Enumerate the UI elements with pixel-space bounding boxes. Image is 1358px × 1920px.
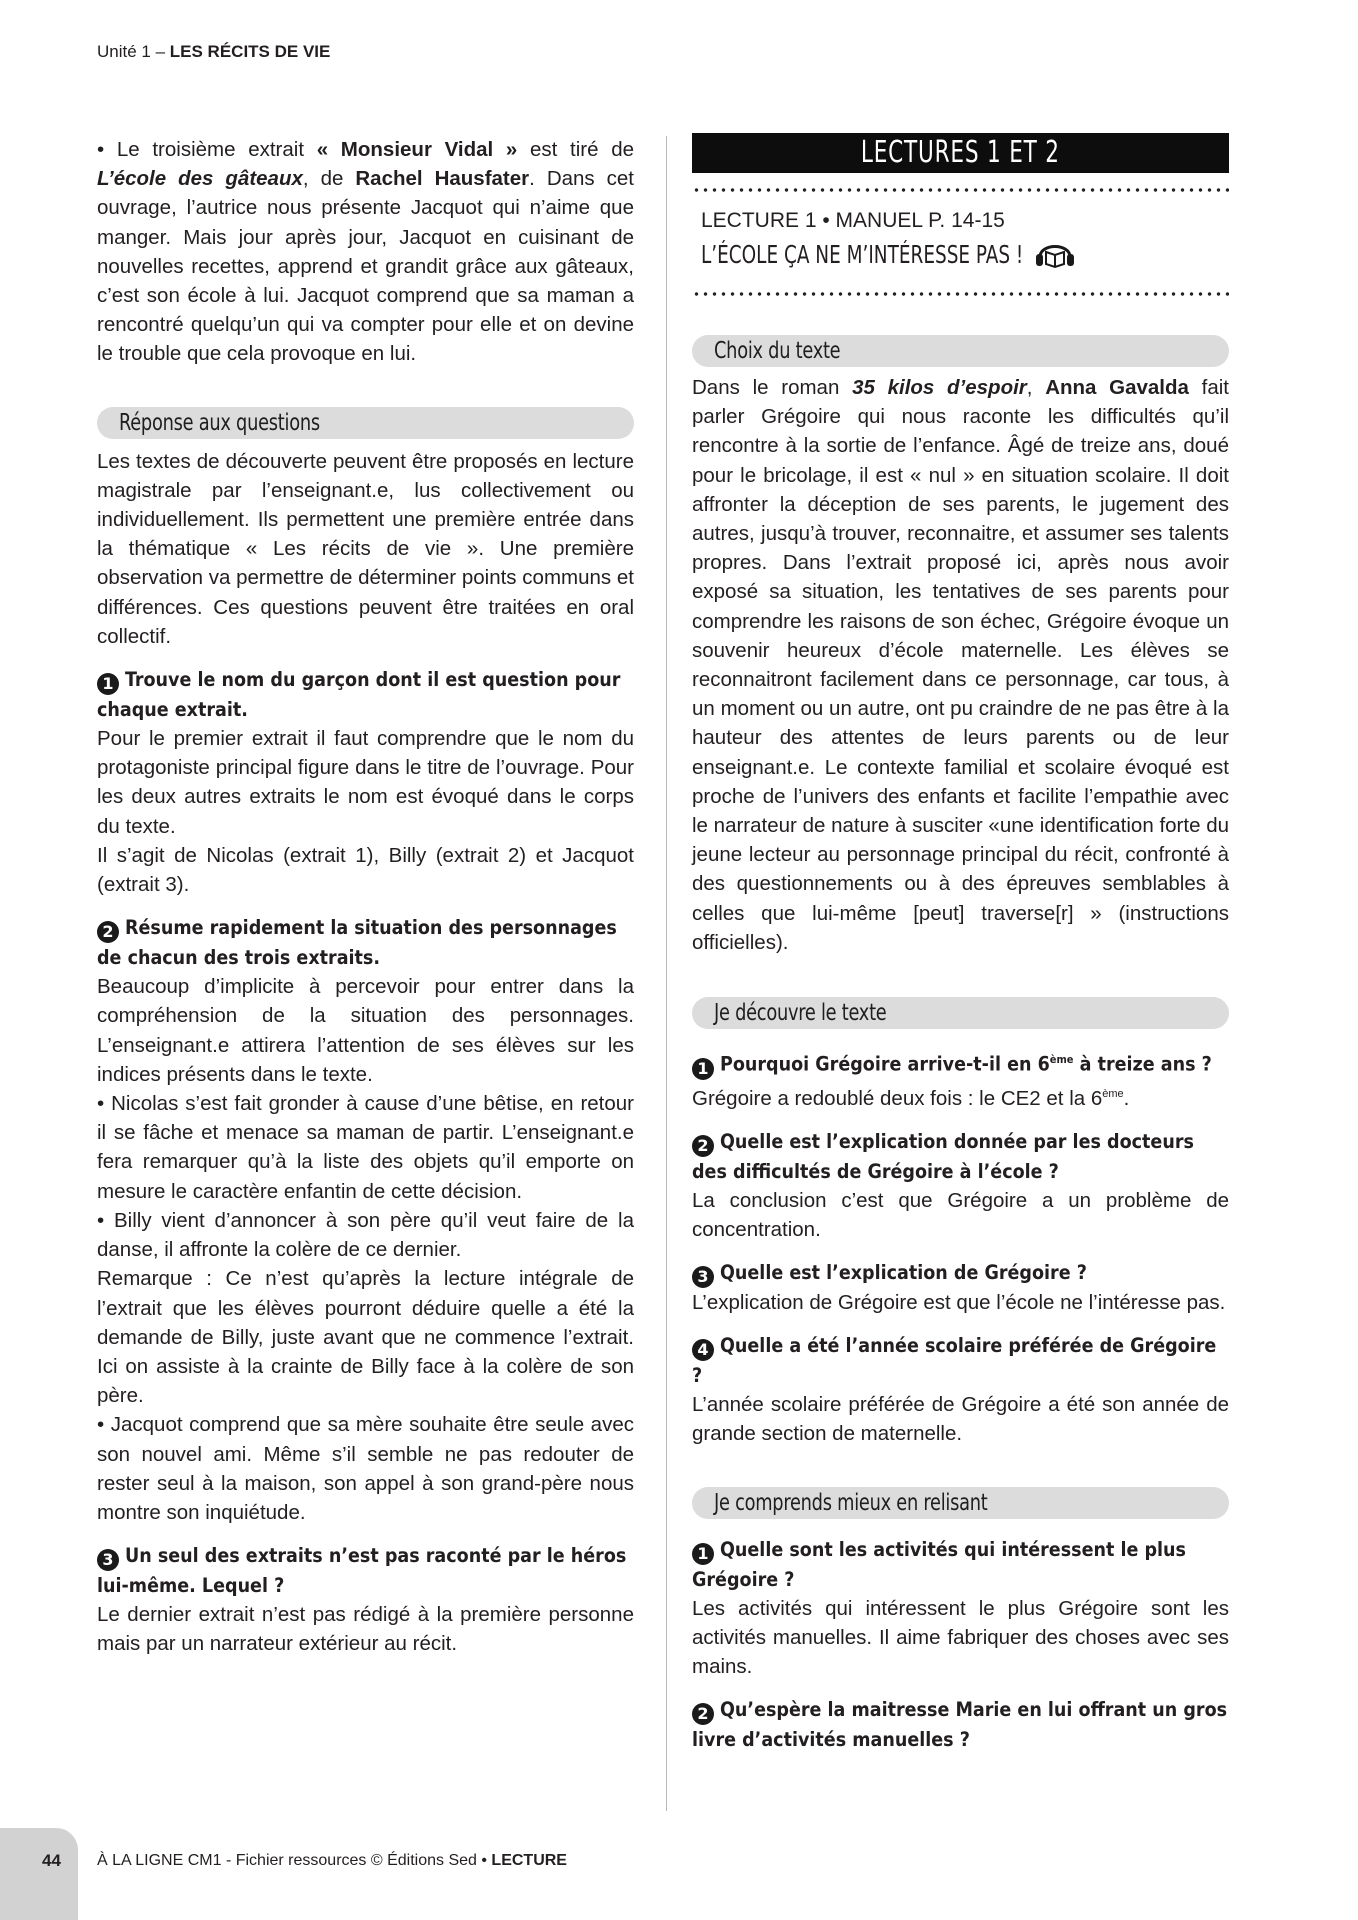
answer: Il s’agit de Nicolas (extrait 1), Billy (extrait 2) et Jacquot (extrait 3). bbox=[97, 843, 634, 897]
answer: • Nicolas s’est fait gronder à cause d’une bêtise, en retour il se fâche et menace sa maman de partir. L’enseignant.e fera remarquer qu’à la liste des objets qu’il emporte on mesure le caractère enfantin de cette décision. bbox=[97, 1092, 634, 1203]
section-heading-decouvre: Je découvre le texte bbox=[692, 997, 1229, 1029]
book-title: L’école des gâteaux bbox=[97, 167, 303, 191]
question-block-1 bbox=[692, 1535, 1229, 1682]
lecture-title: L’ÉCOLE ÇA NE M’INTÉRESSE PAS ! bbox=[701, 237, 1229, 279]
question: 2 Quelle est l’explication donnée par les docteurs des difficultés de Grégoire à l’école ? bbox=[692, 1129, 1194, 1183]
answer: Grégoire a redoublé deux fois : le CE2 et la 6ème. bbox=[692, 1086, 1130, 1110]
number-badge-icon: 1 bbox=[97, 673, 119, 695]
number-badge-icon: 2 bbox=[692, 1703, 714, 1725]
answer: Les activités qui intéressent le plus Grégoire sont les activités manuelles. Il aime fabriquer des choses avec ses mains. bbox=[692, 1596, 1229, 1679]
left-column bbox=[97, 135, 634, 1659]
section-heading-reponse: Réponse aux questions bbox=[97, 407, 634, 439]
author-name: Anna Gavalda bbox=[1045, 376, 1189, 399]
question-block-2 bbox=[692, 1695, 1229, 1754]
number-badge-icon: 2 bbox=[97, 921, 119, 943]
number-badge-icon: 3 bbox=[692, 1266, 714, 1288]
choix-paragraph: Dans le roman 35 kilos d’espoir, Anna Gavalda fait parler Grégoire qui nous raconte les difficultés qu’il rencontre à la sortie de l’enfance. Âgé de treize ans, doué pour le bricolage, il est « nul » en situation scolaire. Il doit affronter la déception de ses parents, le jugement des autres, jusqu’à trouver, reconnaitre, et assumer ses talents propres. Dans l’extrait proposé ici, après nous avoir exposé sa situation, les tentatives de ses parents pour comprendre les raisons de son échec, Grégoire évoque un souvenir heureux d’école maternelle. Les élèves se reconnaitront facilement dans ce personnage, car tous, à un moment ou un autre, ont pu craindre de ne pas être à la hauteur des attentes de leurs parents ou de leur enseignant.e. Le contexte familial et scolaire évoqué est proche de l’univers des enfants et facilite l’empathie avec le narrateur de nature à susciter «une identification forte du jeune lecteur au personnage principal du récit, confronté à des questionnements ou à des épreuves semblables à celles que lui-même [peut] traverse[r] » (instructions officielles). bbox=[692, 376, 1229, 954]
question-block-1 bbox=[97, 665, 634, 899]
intro-text: . Dans cet ouvrage, l’autrice nous présente Jacquot qui n’aime que manger. Mais jour après jour, Jacquot en cuisinant de nouvelles recettes, apprend et grandit grâce aux gâteaux, c’est son école à lui. Jacquot comprend que sa maman a rencontré quelqu’un qui va compter pour elle et on devine le trouble que cela provoque en lui. bbox=[97, 167, 635, 366]
dotted-rule bbox=[692, 187, 1229, 193]
answer: Beaucoup d’implicite à percevoir pour entrer dans la compréhension de la situation des personnages. L’enseignant.e attirera l’attention de ses élèves sur les indices présents dans le texte. bbox=[97, 975, 634, 1086]
number-badge-icon: 4 bbox=[692, 1339, 714, 1361]
answer: • Jacquot comprend que sa mère souhaite être seule avec son nouvel ami. Même s’il semble ne pas redouter de rester seul à la maison, son appel à son grand-père nous montre son inquiétude. bbox=[97, 1413, 634, 1524]
question-block-3 bbox=[97, 1541, 634, 1658]
question: 3 Quelle est l’explication de Grégoire ? bbox=[692, 1258, 1229, 1288]
page-tab bbox=[0, 1828, 78, 1920]
section-heading-choix: Choix du texte bbox=[692, 335, 1229, 367]
question: 1 Quelle sont les activités qui intéressent le plus Grégoire ? bbox=[692, 1537, 1186, 1591]
intro-paragraph bbox=[97, 135, 634, 369]
question: 2 Qu’espère la maitresse Marie en lui offrant un gros livre d’activités manuelles ? bbox=[692, 1698, 1228, 1752]
page-number: 44 bbox=[42, 1851, 61, 1870]
running-head bbox=[97, 42, 330, 62]
footer-credit: À LA LIGNE CM1 - Fichier ressources © Éditions Sed • LECTURE bbox=[97, 1852, 567, 1869]
question-block-4 bbox=[692, 1331, 1229, 1448]
book-title: 35 kilos d’espoir bbox=[852, 376, 1027, 399]
number-badge-icon: 3 bbox=[97, 1549, 119, 1571]
author-name: Rachel Hausfater bbox=[355, 167, 530, 191]
answer: Remarque : Ce n’est qu’après la lecture intégrale de l’extrait que les élèves pourront déduire quelle a été la demande de Billy, juste avant que ne commence l’extrait. Ici on assiste à la crainte de Billy face à la colère de son père. bbox=[97, 1267, 634, 1408]
column-divider bbox=[666, 136, 667, 1811]
intro-text: • Le troisième extrait bbox=[97, 138, 317, 161]
answer: L’explication de Grégoire est que l’école ne l’intéresse pas. bbox=[692, 1291, 1226, 1314]
headphones-book-icon[interactable] bbox=[1035, 237, 1075, 279]
answer: Pour le premier extrait il faut comprendre que le nom du protagoniste principal figure dans le titre de l’ouvrage. Pour les deux autres extraits le nom est évoqué dans le corps du texte. bbox=[97, 727, 634, 838]
intro-text: , de bbox=[302, 167, 356, 191]
question-block-2 bbox=[97, 913, 634, 1527]
answer: La conclusion c’est que Grégoire a un problème de concentration. bbox=[692, 1188, 1229, 1241]
number-badge-icon: 1 bbox=[692, 1058, 714, 1080]
lecture-reference: LECTURE 1 • MANUEL P. 14-15 bbox=[701, 209, 1005, 232]
right-column bbox=[692, 133, 1229, 1754]
number-badge-icon: 2 bbox=[692, 1135, 714, 1157]
question: 2 Résume rapidement la situation des personnages de chacun des trois extraits. bbox=[97, 916, 617, 970]
question-block-2 bbox=[692, 1127, 1229, 1244]
footer-section: LECTURE bbox=[491, 1852, 567, 1869]
section-intro: Les textes de découverte peuvent être proposés en lecture magistrale par l’enseignant.e, lus collectivement ou individuellement. Ils permettent une première entrée dans la thématique « Les récits de vie ». Une première observation va permettre de déterminer points communs et différences. Ces questions peuvent être traitées en oral collectif. bbox=[97, 449, 634, 648]
question: 1 Pourquoi Grégoire arrive-t-il en 6ème à treize ans ? bbox=[692, 1045, 1229, 1080]
answer: Le dernier extrait n’est pas rédigé à la première personne mais par un narrateur extérieur au récit. bbox=[97, 1603, 634, 1656]
unit-prefix: Unité 1 – bbox=[97, 42, 170, 61]
intro-text: est tiré de bbox=[517, 138, 634, 161]
unit-title: LES RÉCITS DE VIE bbox=[169, 42, 331, 61]
dotted-rule bbox=[692, 291, 1229, 297]
answer: L’année scolaire préférée de Grégoire a été son année de grande section de maternelle. bbox=[692, 1393, 1229, 1446]
question: 1 Trouve le nom du garçon dont il est question pour chaque extrait. bbox=[97, 668, 621, 722]
section-heading-comprends: Je comprends mieux en relisant bbox=[692, 1487, 1229, 1519]
number-badge-icon: 1 bbox=[692, 1543, 714, 1565]
question-block-1 bbox=[692, 1045, 1229, 1113]
question: 3 Un seul des extraits n’est pas raconté par le héros lui-même. Lequel ? bbox=[97, 1544, 627, 1598]
question: 4 Quelle a été l’année scolaire préférée de Grégoire ? bbox=[692, 1334, 1217, 1388]
lectures-banner: LECTURES 1 ET 2 bbox=[692, 133, 1229, 173]
answer: • Billy vient d’annoncer à son père qu’il veut faire de la danse, il affronte la colère de ce dernier. bbox=[97, 1208, 634, 1262]
question-block-3 bbox=[692, 1258, 1229, 1317]
extract-title: « Monsieur Vidal » bbox=[316, 138, 518, 161]
